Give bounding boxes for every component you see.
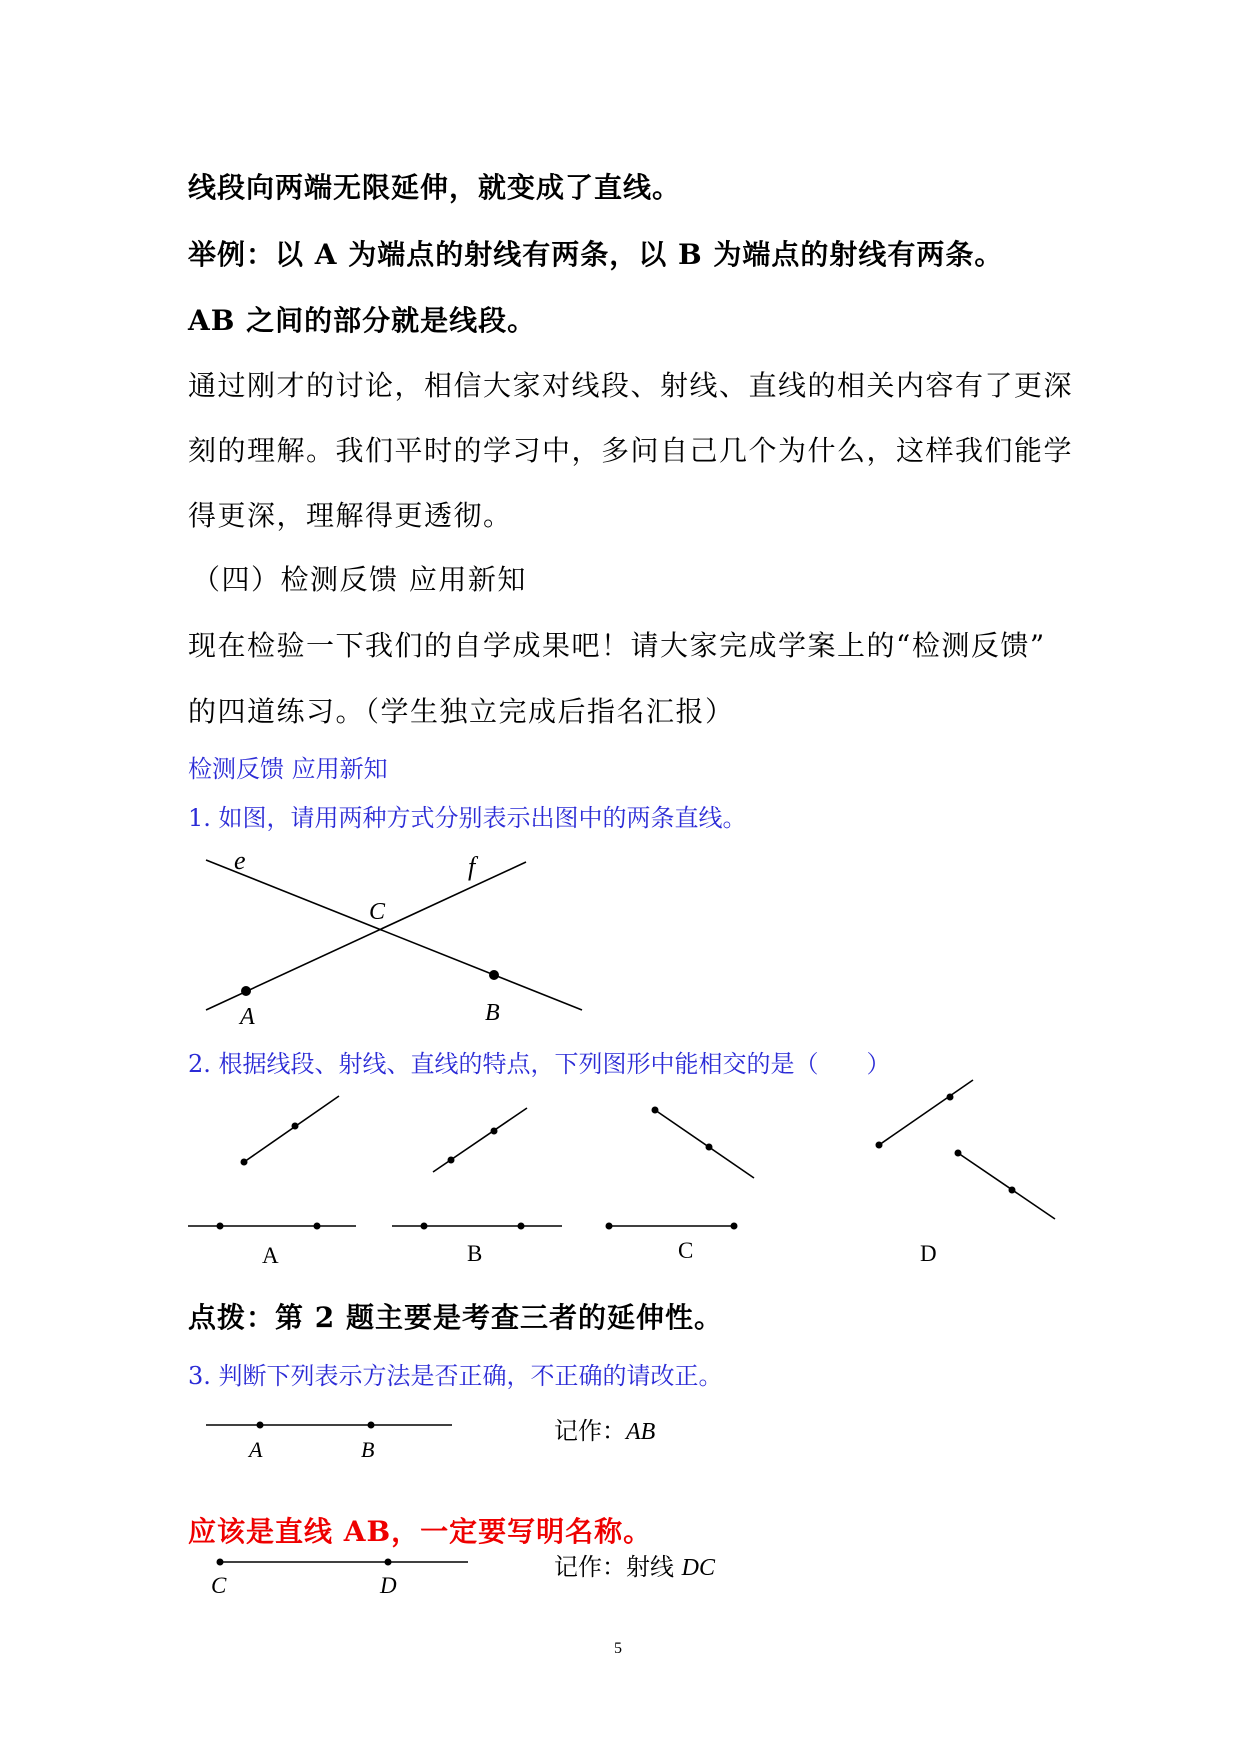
section-heading: （四）检测反馈 应用新知 bbox=[192, 563, 527, 596]
label-d: D bbox=[380, 1573, 397, 1598]
label-c: C bbox=[369, 899, 386, 925]
paragraph-segment: AB 之间的部分就是线段。 bbox=[188, 304, 537, 337]
paragraph-extension: 线段向两端无限延伸，就变成了直线。 bbox=[188, 171, 682, 204]
notation-dc bbox=[554, 1547, 715, 1582]
notation-prefix: 记作：射线 bbox=[554, 1553, 682, 1581]
paragraph-discussion-1: 通过刚才的讨论，相信大家对线段、射线、直线的相关内容有了更深 bbox=[188, 369, 1074, 402]
label-a: A bbox=[249, 1437, 263, 1462]
question-2: 2. 根据线段、射线、直线的特点，下列图形中能相交的是（ ） bbox=[188, 1050, 891, 1078]
page-number: 5 bbox=[614, 1640, 622, 1657]
notation-prefix: 记作： bbox=[554, 1417, 626, 1445]
paragraph-check-2: 的四道练习。（学生独立完成后指名汇报） bbox=[188, 695, 735, 728]
label-c: C bbox=[211, 1573, 227, 1598]
choice-c-label: C bbox=[678, 1238, 694, 1263]
choice-a-label: A bbox=[262, 1243, 279, 1268]
paragraph-example: 举例：以 A 为端点的射线有两条，以 B 为端点的射线有两条。 bbox=[188, 238, 1004, 271]
choice-b-label: B bbox=[467, 1241, 483, 1266]
paragraph-discussion-3: 得更深，理解得更透彻。 bbox=[188, 499, 513, 532]
label-a: A bbox=[240, 1004, 255, 1030]
notation-value: DC bbox=[681, 1555, 715, 1581]
choice-d-label: D bbox=[920, 1241, 937, 1266]
notation-value: AB bbox=[626, 1419, 656, 1445]
exercise-heading: 检测反馈 应用新知 bbox=[188, 755, 388, 783]
paragraph-discussion-2: 刻的理解。我们平时的学习中，多问自己几个为什么，这样我们能学 bbox=[188, 434, 1074, 467]
answer-text: 应该是直线 AB，一定要写明名称。 bbox=[188, 1515, 653, 1548]
point-d bbox=[385, 1559, 392, 1566]
label-e: e bbox=[234, 846, 246, 875]
question-3: 3. 判断下列表示方法是否正确，不正确的请改正。 bbox=[188, 1362, 723, 1390]
label-f: f bbox=[468, 852, 476, 881]
label-b: B bbox=[361, 1437, 375, 1462]
point-c bbox=[217, 1559, 224, 1566]
label-b: B bbox=[485, 1000, 500, 1026]
hint-text: 点拨：第 2 题主要是考查三者的延伸性。 bbox=[188, 1301, 723, 1334]
question-1: 1. 如图，请用两种方式分别表示出图中的两条直线。 bbox=[188, 804, 747, 832]
paragraph-check-1: 现在检验一下我们的自学成果吧！请大家完成学案上的“检测反馈” bbox=[188, 629, 1046, 662]
